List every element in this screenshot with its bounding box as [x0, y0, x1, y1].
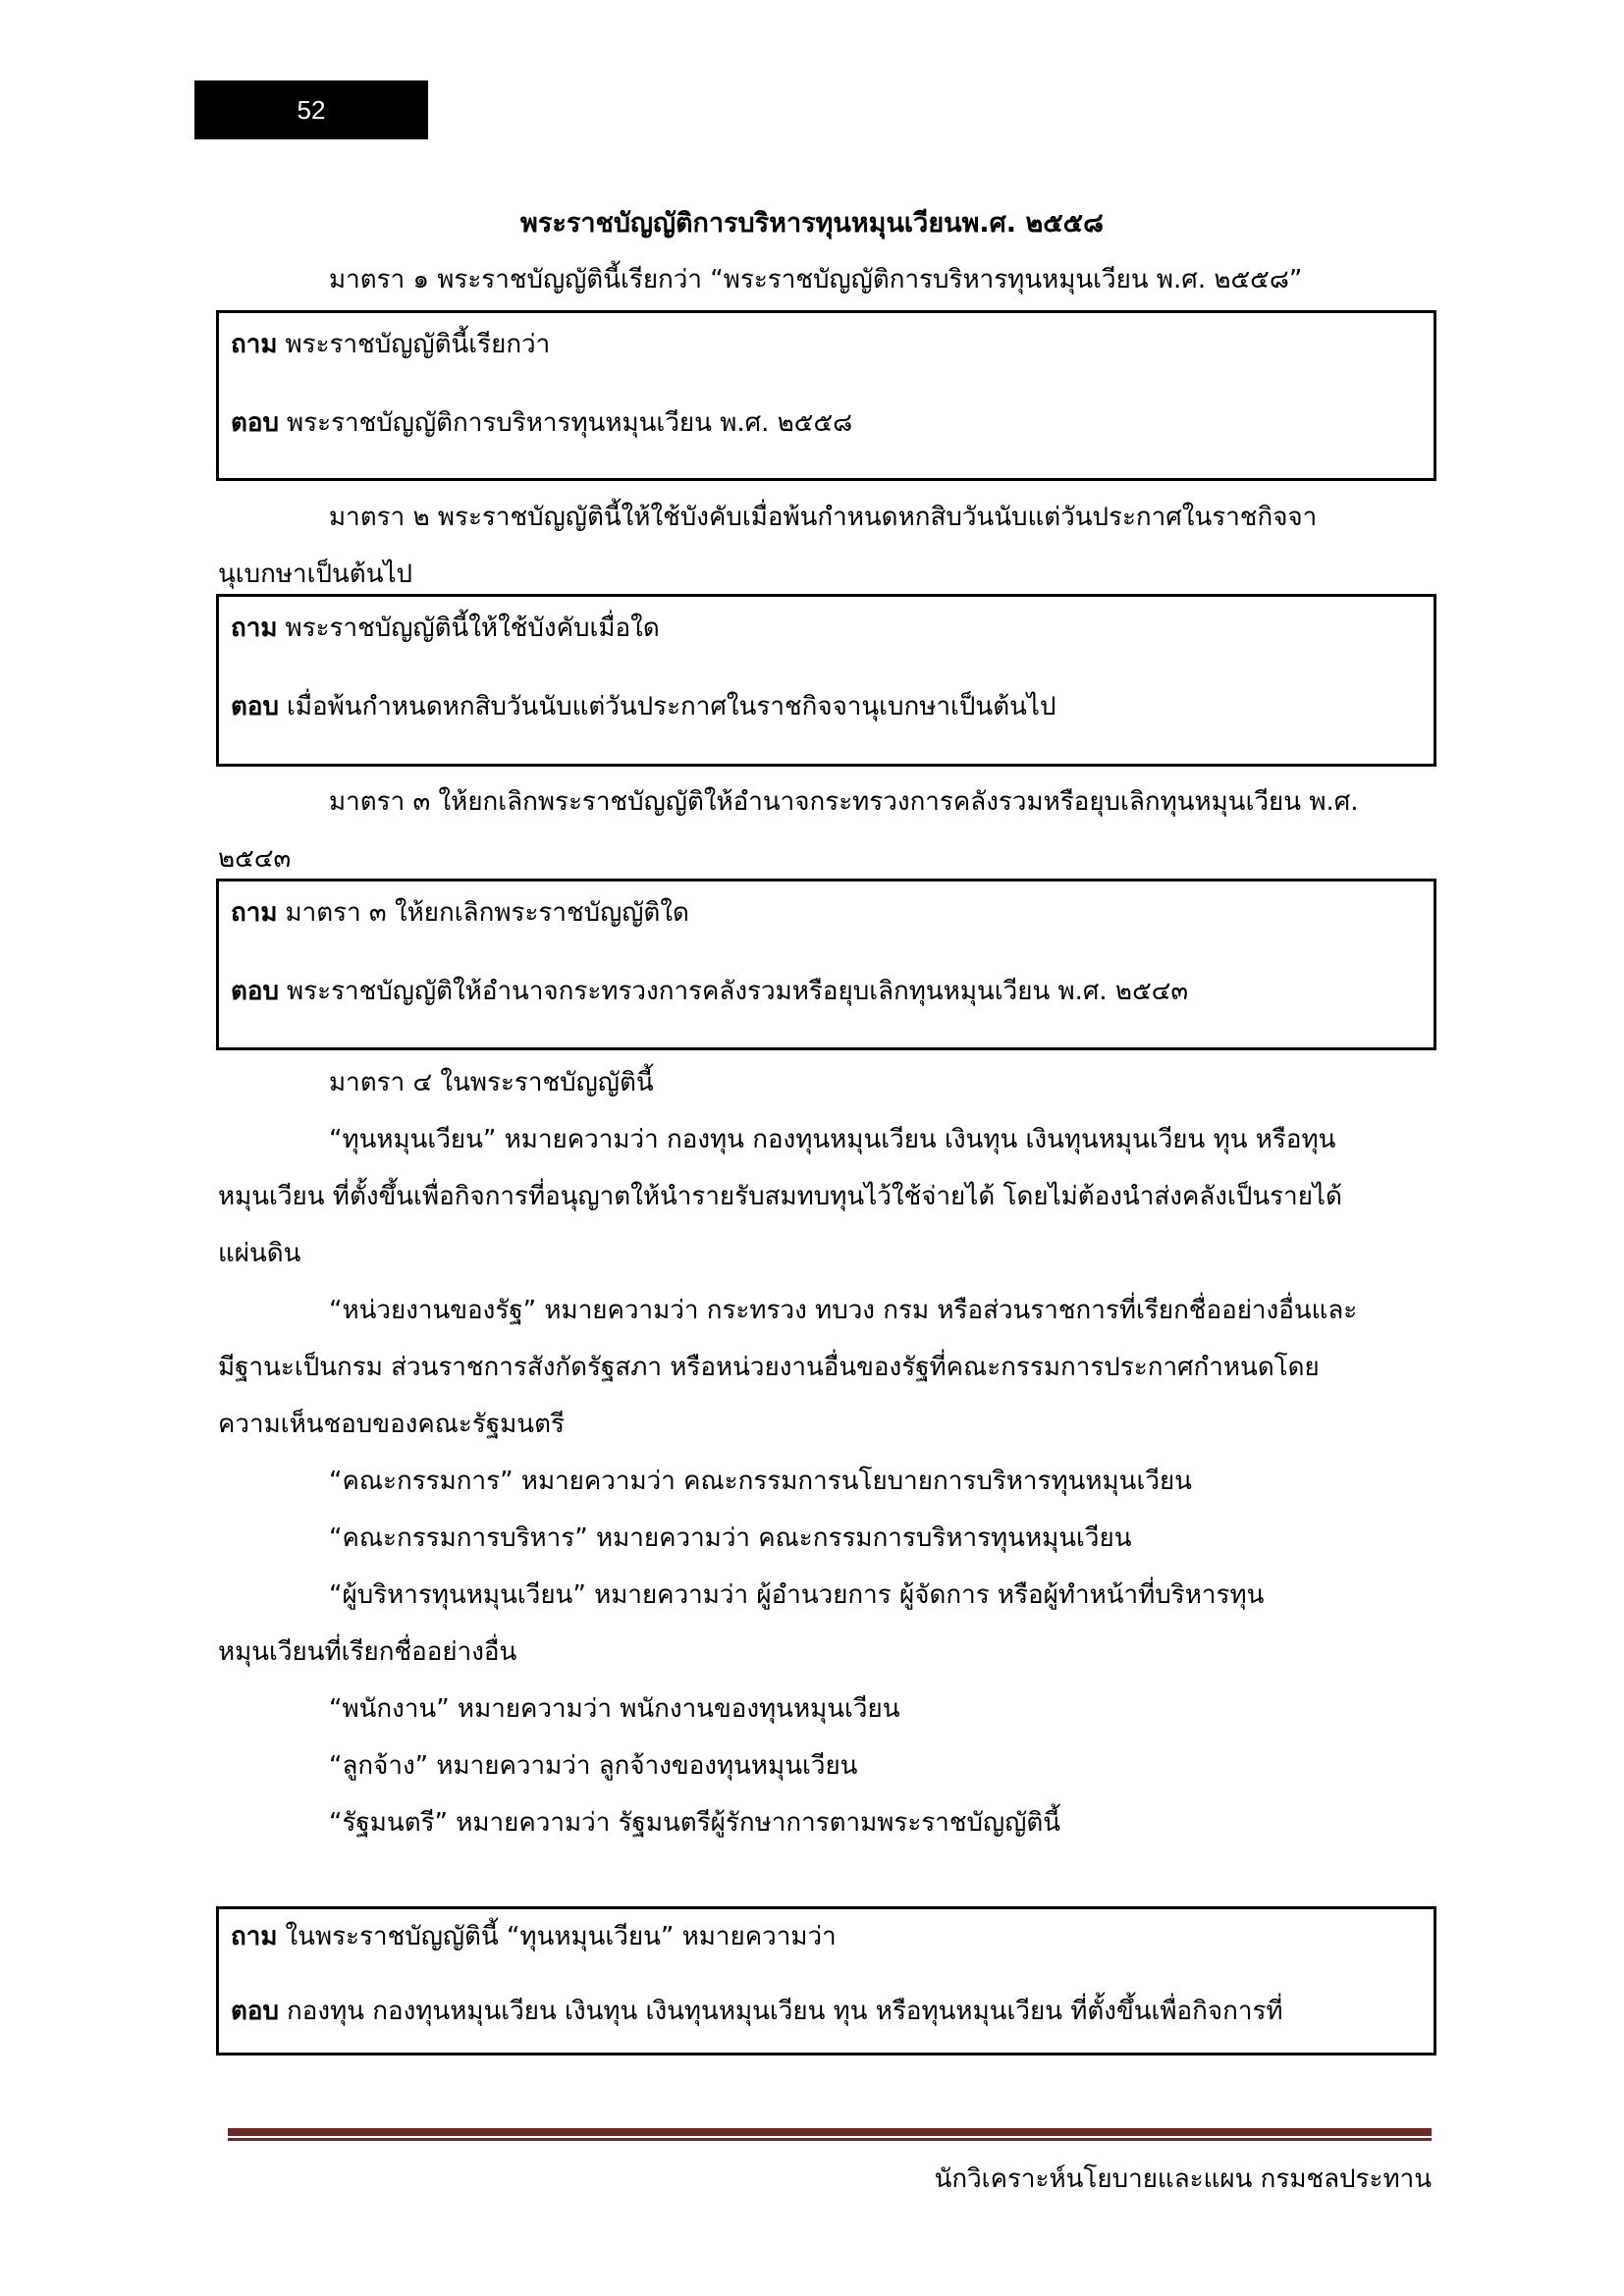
- answer-label: ตอบ: [231, 1997, 280, 2026]
- answer-text: พระราชบัญญัติให้อำนาจกระทรวงการคลังรวมหรือยุบเลิกทุนหมุนเวียน พ.ศ. ๒๕๔๓: [287, 977, 1189, 1006]
- qa-box-2: [216, 594, 1436, 767]
- definition-line: “พนักงาน” หมายความว่า พนักงานของทุนหมุนเวียน: [329, 1694, 900, 1724]
- question-row: [231, 609, 660, 648]
- definition-line: “คณะกรรมการบริหาร” หมายความว่า คณะกรรมการบริหารทุนหมุนเวียน: [329, 1523, 1132, 1553]
- definition-line: หมุนเวียน ที่ตั้งขึ้นเพื่อกิจการที่อนุญาตให้นำรายรับสมทบทุนไว้ใช้จ่ายได้ โดยไม่ต้องนำส่งคลังเป็นรายได้: [218, 1182, 1342, 1211]
- question-label: ถาม: [231, 1922, 278, 1951]
- definition-line: มีฐานะเป็นกรม ส่วนราชการสังกัดรัฐสภา หรือหน่วยงานอื่นของรัฐที่คณะกรรมการประกาศกำหนดโดย: [218, 1353, 1320, 1382]
- definition-line: “ทุนหมุนเวียน” หมายความว่า กองทุน กองทุนหมุนเวียน เงินทุน เงินทุนหมุนเวียน ทุน หรือทุน: [329, 1125, 1336, 1154]
- document-title: พระราชบัญญัติการบริหารทุนหมุนเวียนพ.ศ. ๒๕๕๘: [520, 208, 1104, 239]
- answer-text: พระราชบัญญัติการบริหารทุนหมุนเวียน พ.ศ. ๒๕๕๘: [287, 408, 853, 438]
- section-4-heading: มาตรา ๔ ในพระราชบัญญัตินี้: [329, 1068, 654, 1097]
- question-label: ถาม: [231, 614, 278, 643]
- section-2-line-2: นุเบกษาเป็นต้นไป: [218, 560, 413, 589]
- qa-box-3: [216, 879, 1436, 1050]
- page-number: 52: [194, 80, 428, 139]
- question-row: [231, 893, 689, 933]
- question-row: [231, 325, 550, 364]
- answer-row: [231, 687, 1056, 726]
- answer-label: ตอบ: [231, 692, 280, 721]
- definition-line: ความเห็นชอบของคณะรัฐมนตรี: [218, 1410, 565, 1439]
- question-label: ถาม: [231, 330, 278, 359]
- section-1-text: มาตรา ๑ พระราชบัญญัตินี้เรียกว่า “พระราชบัญญัติการบริหารทุนหมุนเวียน พ.ศ. ๒๕๕๘”: [329, 265, 1303, 294]
- answer-label: ตอบ: [231, 977, 280, 1006]
- section-2-line-1: มาตรา ๒ พระราชบัญญัตินี้ให้ใช้บังคับเมื่อพ้นกำหนดหกสิบวันนับแต่วันประกาศในราชกิจจา: [329, 503, 1318, 532]
- footer-divider-thin: [228, 2138, 1432, 2141]
- qa-box-4: [216, 1906, 1436, 2056]
- footer-text: นักวิเคราะห์นโยบายและแผน กรมชลประทาน: [934, 2164, 1432, 2194]
- question-text: พระราชบัญญัตินี้ให้ใช้บังคับเมื่อใด: [285, 614, 660, 643]
- definition-line: “ผู้บริหารทุนหมุนเวียน” หมายความว่า ผู้อำนวยการ ผู้จัดการ หรือผู้ทำหน้าที่บริหารทุน: [329, 1580, 1265, 1610]
- question-label: ถาม: [231, 898, 278, 928]
- answer-text: เมื่อพ้นกำหนดหกสิบวันนับแต่วันประกาศในราชกิจจานุเบกษาเป็นต้นไป: [287, 692, 1056, 721]
- definition-line: “คณะกรรมการ” หมายความว่า คณะกรรมการนโยบายการบริหารทุนหมุนเวียน: [329, 1467, 1192, 1496]
- section-3-line-2: ๒๕๔๓: [218, 844, 292, 874]
- answer-row: [231, 1992, 1283, 2031]
- definition-line: “หน่วยงานของรัฐ” หมายความว่า กระทรวง ทบวง กรม หรือส่วนราชการที่เรียกชื่ออย่างอื่นและ: [329, 1296, 1358, 1325]
- footer-divider: [228, 2128, 1432, 2136]
- definition-line: หมุนเวียนที่เรียกชื่ออย่างอื่น: [218, 1637, 517, 1667]
- qa-box-1: [216, 310, 1436, 481]
- definition-line: “รัฐมนตรี” หมายความว่า รัฐมนตรีผู้รักษาการตามพระราชบัญญัตินี้: [329, 1808, 1061, 1838]
- definition-line: “ลูกจ้าง” หมายความว่า ลูกจ้างของทุนหมุนเวียน: [329, 1751, 858, 1781]
- answer-label: ตอบ: [231, 408, 280, 438]
- question-row: [231, 1917, 837, 1956]
- question-text: พระราชบัญญัตินี้เรียกว่า: [285, 330, 551, 359]
- answer-row: [231, 403, 852, 443]
- question-text: ในพระราชบัญญัตินี้ “ทุนหมุนเวียน” หมายความว่า: [285, 1922, 837, 1951]
- answer-text: กองทุน กองทุนหมุนเวียน เงินทุน เงินทุนหมุนเวียน ทุน หรือทุนหมุนเวียน ที่ตั้งขึ้นเพื่อกิจการที่: [287, 1997, 1283, 2026]
- answer-row: [231, 972, 1188, 1011]
- section-3-line-1: มาตรา ๓ ให้ยกเลิกพระราชบัญญัติให้อำนาจกระทรวงการคลังรวมหรือยุบเลิกทุนหมุนเวียน พ.ศ.: [329, 787, 1359, 817]
- question-text: มาตรา ๓ ให้ยกเลิกพระราชบัญญัติใด: [285, 898, 689, 928]
- definition-line: แผ่นดิน: [218, 1239, 301, 1268]
